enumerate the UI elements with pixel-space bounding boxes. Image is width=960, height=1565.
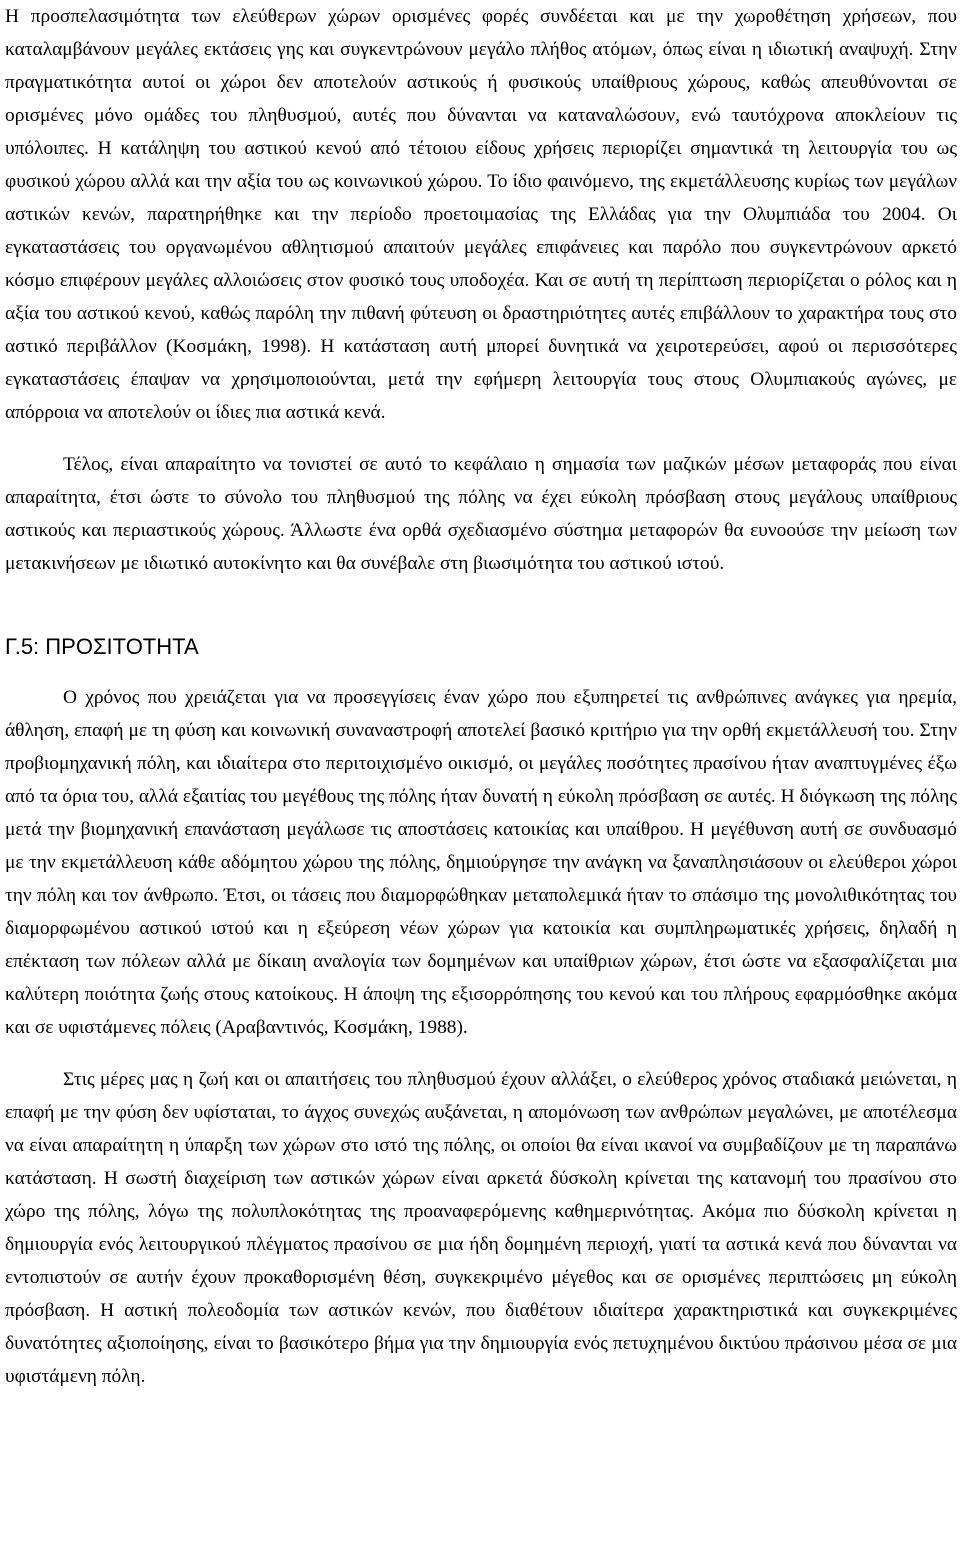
paragraph-modern-life: Στις μέρες μας η ζωή και οι απαιτήσεις του πληθυσμού έχουν αλλάξει, ο ελεύθερος χρόνος σταδιακά μειώνεται, η επαφή με την φύση δεν υφίσταται, το άγχος συνεχώς αυξάνεται, η απομόνωση των ανθρώπων μεγαλώνει, με αποτέλεσμα να είναι απαραίτητη η ύπαρξη των χώρων στο ιστό της πόλης, οι οποίοι θα είναι ικανοί να συμβαδίζουν με τη παραπάνω κατάσταση. Η σωστή διαχείριση των αστικών χώρων είναι αρκετά δύσκολη κρίνεται της κατανομή του πρασίνου στο χώρο της πόλης, λόγω της πολυπλοκότητας της προαναφερόμενης καθημερινότητας. Ακόμα πιο δύσκολη κρίνεται η δημιουργία ενός λειτουργικού πλέγματος πρασίνου σε μια ήδη δομημένη περιοχή, γιατί τα αστικά κενά που δύνανται να εντοπιστούν σε αυτήν έχουν προκαθορισμένη θέση, συγκεκριμένο μέγεθος και σε ορισμένες περιπτώσεις μη εύκολη πρόσβαση. Η αστική πολεοδομία των αστικών κενών, που διαθέτουν ιδιαίτερα χαρακτηριστικά και συγκεκριμένες δυνατότητες αξιοποίησης, είναι το βασικότερο βήμα για την δημιουργία ενός πετυχημένου δικτύου πράσινου μέσα σε μια υφιστάμενη πόλη.: [5, 1069, 957, 1387]
document-page: [5, 0, 957, 1393]
heading-gap: [5, 664, 957, 681]
heading-gap: [5, 580, 957, 630]
paragraph-accessibility-private-recreation: Η προσπελασιμότητα των ελεύθερων χώρων ορισμένες φορές συνδέεται και με την χωροθέτηση χρήσεων, που καταλαμβάνουν μεγάλες εκτάσεις γης και συγκεντρώνουν μεγάλο πλήθος ατόμων, όπως είναι η ιδιωτική αναψυχή. Στην πραγματικότητα αυτοί οι χώροι δεν αποτελούν αστικούς ή φυσικούς υπαίθριους χώρους, καθώς απευθύνονται σε ορισμένες μόνο ομάδες του πληθυσμού, αυτές που δύνανται να καταναλώσουν, ενώ ταυτόχρονα αποκλείουν τις υπόλοιπες. Η κατάληψη του αστικού κενού από τέτοιου είδους χρήσεις περιορίζει σημαντικά τη λειτουργία του ως φυσικού χώρου αλλά και την αξία του ως κοινωνικού χώρου. Το ίδιο φαινόμενο, της εκμετάλλευσης κυρίως των μεγάλων αστικών κενών, παρατηρήθηκε και την περίοδο προετοιμασίας της Ελλάδας για την Ολυμπιάδα του 2004. Οι εγκαταστάσεις του οργανωμένου αθλητισμού απαιτούν μεγάλες επιφάνειες και παρόλο που συγκεντρώνουν αρκετό κόσμο επιφέρουν μεγάλες αλλοιώσεις στον φυσικό τους υποδοχέα. Και σε αυτή τη περίπτωση περιορίζεται ο ρόλος και η αξία του αστικού κενού, καθώς παρόλη την πιθανή φύτευση οι δραστηριότητες αυτές επιβάλλουν το χαρακτήρα τους στο αστικό περιβάλλον (Κοσμάκη, 1998). Η κατάσταση αυτή μπορεί δυνητικά να χειροτερεύσει, αφού οι περισσότερες εγκαταστάσεις έπαψαν να χρησιμοποιούνται, μετά την εφήμερη λειτουργία τους στους Ολυμπιακούς αγώνες, με απόρροια να αποτελούν οι ίδιες πια αστικά κενά.: [5, 6, 957, 423]
paragraph-gap: [5, 1044, 957, 1063]
paragraph-mass-transit: Τέλος, είναι απαραίτητο να τονιστεί σε αυτό το κεφάλαιο η σημασία των μαζικών μέσων μεταφοράς που είναι απαραίτητα, έτσι ώστε το σύνολο του πληθυσμού της πόλης να έχει εύκολη πρόσβαση στους μεγάλους υπαίθριους αστικούς και περιαστικούς χώρους. Άλλωστε ένα ορθά σχεδιασμένο σύστημα μεταφορών θα ευνοούσε την μείωση των μετακινήσεων με ιδιωτικό αυτοκίνητο και θα συνέβαλε στη βιωσιμότητα του αστικού ιστού.: [5, 454, 957, 574]
paragraph-gap: [5, 429, 957, 448]
section-heading: Γ.5: ΠΡΟΣΙΤΟΤΗΤΑ: [5, 634, 199, 659]
paragraph-travel-time: Ο χρόνος που χρειάζεται για να προσεγγίσεις έναν χώρο που εξυπηρετεί τις ανθρώπινες ανάγκες για ηρεμία, άθληση, επαφή με τη φύση και κοινωνική συναναστροφή αποτελεί βασικό κριτήριο για την ορθή εκμετάλλευσή του. Στην προβιομηχανική πόλη, και ιδιαίτερα στο περιτοιχισμένο οικισμό, οι μεγάλες ποσότητες πρασίνου ήταν αναπτυγμένες έξω από τα όρια του, αλλά εξαιτίας του μεγέθους της πόλης ήταν δυνατή η εύκολη πρόσβαση σε αυτές. Η διόγκωση της πόλης μετά την βιομηχανική επανάσταση μεγάλωσε τις αποστάσεις κατοικίας και υπαίθρου. Η μεγέθυνση αυτή σε συνδυασμό με την εκμετάλλευση κάθε αδόμητου χώρου της πόλης, δημιούργησε την ανάγκη να ξαναπλησιάσουν οι ελεύθεροι χώροι την πόλη και τον άνθρωπο. Έτσι, οι τάσεις που διαμορφώθηκαν μεταπολεμικά ήταν το σπάσιμο της μονολιθικότητας του διαμορφωμένου αστικού ιστού και η εξεύρεση νέων χώρων για κατοικία και συμπληρωματικές χρήσεις, δηλαδή η επέκταση των πόλεων αλλά με δίκαιη αναλογία των δομημένων και υπαίθριων χώρων, έτσι ώστε να εξασφαλίζεται μια καλύτερη ποιότητα ζωής στους κατοίκους. Η άποψη της εξισορρόπησης του κενού και του πλήρους εφαρμόσθηκε ακόμα και σε υφιστάμενες πόλεις (Αραβαντινός, Κοσμάκη, 1988).: [5, 687, 957, 1038]
